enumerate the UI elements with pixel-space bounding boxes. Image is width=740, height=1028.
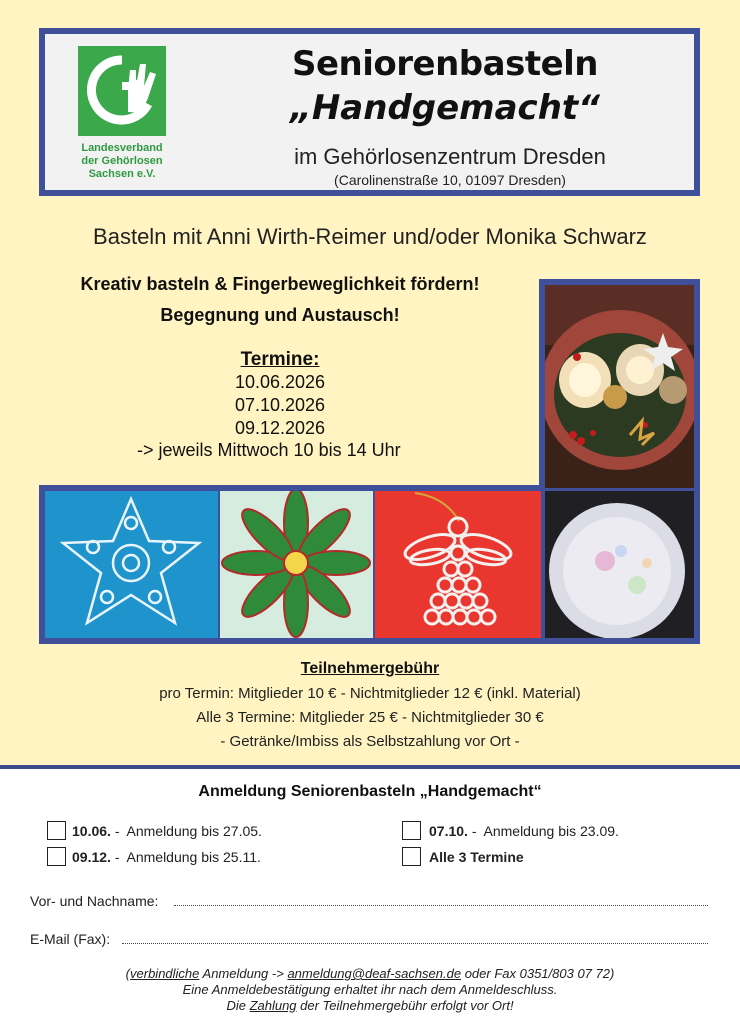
checkbox-alle-termine[interactable] bbox=[402, 847, 421, 866]
hand-logo-icon bbox=[78, 46, 166, 136]
hosts-line: Basteln mit Anni Wirth-Reimer und/oder Monika Schwarz bbox=[93, 224, 647, 249]
footer-text: oder Fax 0351/803 07 72) bbox=[461, 966, 615, 981]
email-field-label: E-Mail (Fax): bbox=[30, 931, 111, 947]
termine-block bbox=[140, 348, 420, 440]
option-date: 10.06. bbox=[72, 823, 111, 839]
registration-email-link[interactable]: anmeldung@deaf-sachsen.de bbox=[287, 966, 462, 981]
page-title-quote: „Handgemacht“ bbox=[289, 88, 601, 128]
photo-quilling-angel bbox=[375, 491, 541, 638]
claim-line: Kreativ basteln & Fingerbeweglichkeit fördern! bbox=[80, 274, 480, 294]
claim-line: Begegnung und Austausch! bbox=[160, 305, 400, 325]
fee-line: - Getränke/Imbiss als Selbstzahlung vor Ort - bbox=[220, 733, 520, 750]
fee-heading: Teilnehmergebühr bbox=[300, 660, 440, 677]
gehoerlosen-logo bbox=[78, 46, 166, 136]
page-title: Seniorenbasteln bbox=[292, 44, 598, 84]
option-date: 09.12. bbox=[72, 849, 111, 865]
footer-text: Die bbox=[226, 998, 250, 1013]
header-box bbox=[39, 28, 700, 196]
photo-quilling-flower bbox=[220, 491, 373, 638]
checkbox-label bbox=[72, 823, 262, 839]
termine-heading: Termine: bbox=[240, 349, 320, 370]
option-deadline: - Anmeldung bis 23.09. bbox=[467, 823, 619, 839]
venue-subtitle: im Gehörlosenzentrum Dresden bbox=[294, 144, 606, 169]
footer-text-underlined: Zahlung bbox=[249, 998, 297, 1013]
footer-text: Anmeldung -> bbox=[199, 966, 288, 981]
photo-glowing-ball bbox=[545, 491, 694, 638]
footer-text-underlined: verbindliche bbox=[130, 966, 200, 981]
checkbox-10-06[interactable] bbox=[47, 821, 66, 840]
option-date: 07.10. bbox=[429, 823, 468, 839]
name-field[interactable] bbox=[174, 905, 708, 906]
checkbox-label bbox=[72, 849, 261, 865]
checkbox-label bbox=[429, 823, 619, 839]
photo-christmas-bowl bbox=[545, 285, 694, 488]
termine-time: -> jeweils Mittwoch 10 bis 14 Uhr bbox=[137, 440, 401, 460]
venue-address: (Carolinenstraße 10, 01097 Dresden) bbox=[334, 172, 566, 188]
checkbox-07-10[interactable] bbox=[402, 821, 421, 840]
option-deadline: - Anmeldung bis 27.05. bbox=[110, 823, 262, 839]
form-title: Anmeldung Seniorenbasteln „Handgemacht“ bbox=[198, 783, 542, 800]
photo-quilling-snowflake bbox=[45, 491, 218, 638]
footer-line: Eine Anmeldebestätigung erhaltet ihr nach dem Anmeldeschluss. bbox=[182, 982, 558, 997]
email-field[interactable] bbox=[122, 943, 708, 944]
logo-text bbox=[67, 142, 177, 181]
logo-text-line: Sachsen e.V. bbox=[88, 168, 156, 180]
footer-line bbox=[0, 998, 740, 1013]
logo-text-line: der Gehörlosen bbox=[81, 155, 163, 167]
checkbox-label bbox=[429, 849, 524, 865]
option-date: Alle 3 Termine bbox=[429, 849, 524, 865]
termine-date: 07.10.2026 bbox=[234, 395, 326, 415]
name-field-label: Vor- und Nachname: bbox=[30, 893, 159, 909]
termine-date: 10.06.2026 bbox=[234, 372, 326, 392]
fee-line: pro Termin: Mitglieder 10 € - Nichtmitglieder 12 € (inkl. Material) bbox=[159, 685, 581, 702]
fee-line: Alle 3 Termine: Mitglieder 25 € - Nichtmitglieder 30 € bbox=[196, 709, 544, 726]
footer-text: ( bbox=[125, 966, 131, 981]
checkbox-09-12[interactable] bbox=[47, 847, 66, 866]
termine-date: 09.12.2026 bbox=[234, 418, 326, 438]
option-deadline: - Anmeldung bis 25.11. bbox=[110, 849, 261, 865]
footer-text: der Teilnehmergebühr erfolgt vor Ort! bbox=[296, 998, 514, 1013]
footer-line bbox=[0, 966, 740, 981]
separator-line bbox=[0, 765, 740, 769]
logo-text-line: Landesverband bbox=[81, 142, 163, 154]
